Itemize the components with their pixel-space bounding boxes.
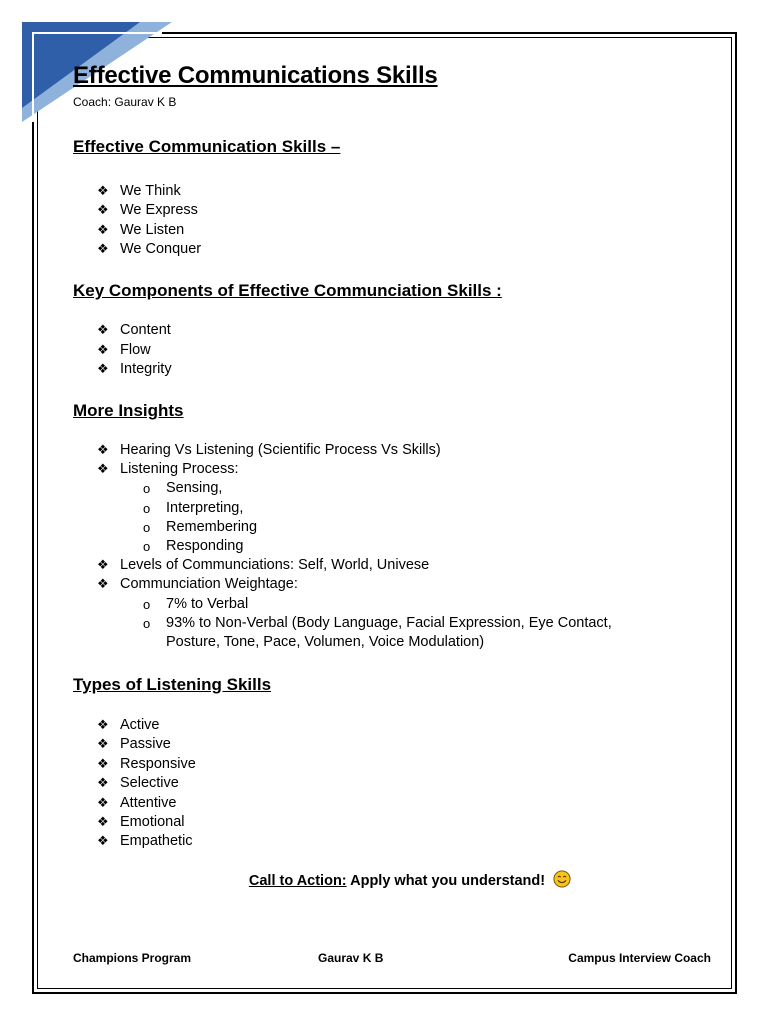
sub-list-item: o Responding	[120, 537, 612, 556]
section-heading-insights: More Insights	[73, 401, 184, 420]
sub-list-item: o Sensing,	[120, 479, 612, 498]
bullet-icon: ❖	[97, 203, 109, 219]
list-item: ❖ Integrity	[97, 360, 172, 380]
weightage-sublist	[120, 595, 612, 653]
bullet-icon: ❖	[97, 577, 109, 593]
section-heading-skills: Effective Communication Skills –	[73, 137, 341, 156]
sub-list-item: o 93% to Non-Verbal (Body Language, Facial Expression, Eye Contact, Posture, Tone, Pace, Volumen, Voice Modulation)	[143, 614, 612, 651]
insights-list	[97, 441, 612, 652]
bullet-icon: ❖	[97, 362, 109, 378]
bullet-icon: ❖	[97, 795, 109, 811]
bullet-icon: ❖	[97, 342, 109, 358]
bullet-icon: ❖	[97, 776, 109, 792]
list-item: ❖ Empathetic	[97, 832, 196, 851]
circle-bullet-icon: o	[143, 615, 151, 631]
listening-types-list	[97, 716, 196, 852]
list-item: ❖ Passive	[97, 735, 196, 754]
bullet-icon: ❖	[97, 815, 109, 831]
circle-bullet-icon: o	[143, 596, 151, 612]
section-heading-components: Key Components of Effective Communciation Skills :	[73, 281, 502, 300]
list-item: ❖ Emotional	[97, 813, 196, 832]
sub-list-item: o 7% to Verbal	[120, 595, 612, 614]
sub-list-item: o Interpreting,	[120, 499, 612, 518]
footer-right: Campus Interview Coach	[568, 951, 711, 965]
smiling-face-icon	[553, 870, 571, 888]
list-item: ❖ Levels of Communciations: Self, World, Univese	[97, 556, 612, 575]
bullet-icon: ❖	[97, 756, 109, 772]
circle-bullet-icon: o	[143, 481, 151, 497]
bullet-icon: ❖	[97, 718, 109, 733]
circle-bullet-icon: o	[143, 539, 151, 555]
list-item: ❖ Attentive	[97, 794, 196, 813]
list-item: ❖ We Express	[97, 201, 201, 220]
components-list	[97, 321, 172, 380]
list-item: ❖ We Conquer	[97, 240, 201, 259]
call-to-action	[0, 870, 768, 889]
list-item: ❖ We Think	[97, 182, 201, 201]
bullet-icon: ❖	[97, 737, 109, 753]
list-item: ❖ Selective	[97, 774, 196, 793]
list-item: ❖ Responsive	[97, 755, 196, 774]
page-title: Effective Communications Skills	[73, 62, 438, 89]
bullet-icon: ❖	[97, 462, 109, 478]
list-item: ❖ Content	[97, 321, 172, 341]
listening-process-sublist	[120, 479, 612, 556]
circle-bullet-icon: o	[143, 519, 151, 535]
bullet-icon: ❖	[97, 558, 109, 574]
list-item: ❖ Hearing Vs Listening (Scientific Process Vs Skills)	[97, 441, 612, 460]
bullet-icon: ❖	[97, 222, 109, 238]
cta-text: Apply what you understand!	[346, 873, 546, 889]
list-item: ❖ Listening Process: o Sensing, o Interpreting, o Remembering o Responding	[97, 460, 612, 556]
footer-center: Gaurav K B	[318, 951, 384, 965]
coach-line: Coach: Gaurav K B	[73, 95, 177, 109]
list-item: ❖ We Listen	[97, 221, 201, 240]
sub-list-item: o Remembering	[120, 518, 612, 537]
list-item: ❖ Flow	[97, 341, 172, 361]
bullet-icon: ❖	[97, 834, 109, 850]
cta-label: Call to Action:	[248, 873, 347, 889]
footer-left: Champions Program	[73, 951, 192, 965]
bullet-icon: ❖	[97, 184, 109, 199]
circle-bullet-icon: o	[143, 500, 151, 516]
skills-list	[97, 182, 201, 260]
section-heading-listening-types: Types of Listening Skills	[73, 675, 272, 694]
list-item: ❖ Active	[97, 716, 196, 735]
bullet-icon: ❖	[97, 242, 109, 258]
bullet-icon: ❖	[97, 323, 109, 338]
bullet-icon: ❖	[97, 443, 109, 458]
list-item: ❖ Communciation Weightage: o 7% to Verbal o 93% to Non-Verbal (Body Language, Facial Expression, Eye Contact, Posture, Tone, Pace, Volumen, Voice Modulation)	[97, 575, 612, 652]
